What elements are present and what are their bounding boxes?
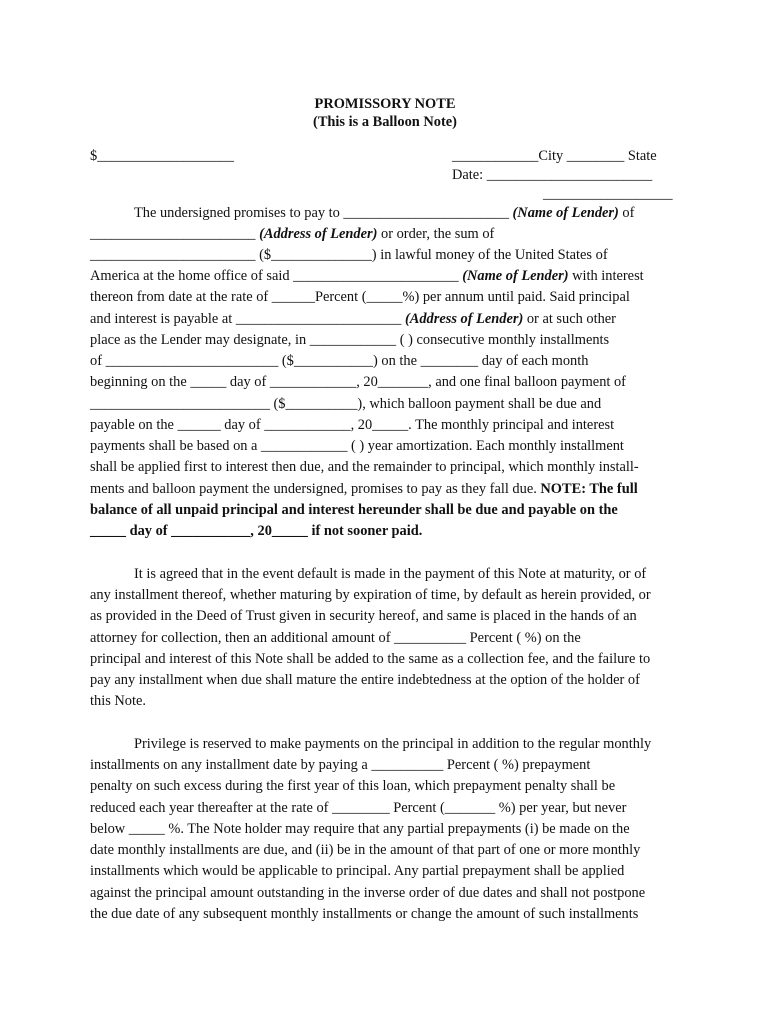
para3-line: date monthly installments are due, and (ii) be in the amount of that part of one or more monthly bbox=[90, 842, 641, 858]
para1-line: and interest is payable at _______________________ (Address of Lender) or at such other bbox=[90, 311, 616, 327]
para1-line: thereon from date at the rate of ______Percent (_____%) per annum until paid. Said principal bbox=[90, 289, 630, 305]
para3-line: reduced each year thereafter at the rate of ________ Percent (_______ %) per year, but never bbox=[90, 800, 627, 816]
para2-line: It is agreed that in the event default is made in the payment of this Note at maturity, or of bbox=[134, 566, 647, 582]
para3-line: against the principal amount outstanding in the inverse order of due dates and shall not postpone bbox=[90, 885, 646, 901]
city-state-field: ____________City ________ State bbox=[452, 148, 657, 164]
para1-line: The undersigned promises to pay to _______________________ (Name of Lender) of bbox=[134, 205, 635, 221]
para2-line: this Note. bbox=[90, 693, 146, 709]
amount-field: $___________________ bbox=[90, 148, 234, 164]
para3-line: installments on any installment date by paying a __________ Percent ( %) prepayment bbox=[90, 757, 591, 773]
date-extra-line: __________________ bbox=[543, 186, 673, 202]
para3-line: Privilege is reserved to make payments on the principal in addition to the regular monthly bbox=[134, 736, 652, 752]
para1-line: balance of all unpaid principal and interest hereunder shall be due and payable on the bbox=[90, 502, 618, 518]
para1-line: payments shall be based on a ____________ ( ) year amortization. Each monthly installment bbox=[90, 438, 624, 454]
document-title: PROMISSORY NOTE bbox=[314, 96, 456, 112]
para1-line: _______________________ ($______________) in lawful money of the United States of bbox=[90, 247, 608, 263]
para2-line: pay any installment when due shall mature the entire indebtedness at the option of the holder of bbox=[90, 672, 640, 688]
para1-line: _________________________ ($__________), which balloon payment shall be due and bbox=[90, 396, 602, 412]
para2-line: principal and interest of this Note shall be added to the same as a collection fee, and the failure to bbox=[90, 651, 651, 667]
para2-line: attorney for collection, then an additional amount of __________ Percent ( %) on the bbox=[90, 630, 581, 646]
para1-line: _____ day of ___________, 20_____ if not sooner paid. bbox=[90, 523, 423, 539]
para2-line: as provided in the Deed of Trust given in security hereof, and same is placed in the hands of an bbox=[90, 608, 637, 624]
para3-line: installments which would be applicable to principal. Any partial prepayment shall be applied bbox=[90, 863, 625, 879]
para1-line: shall be applied first to interest then due, and the remainder to principal, which monthly install- bbox=[90, 459, 639, 475]
para1-line: beginning on the _____ day of ____________, 20_______, and one final balloon payment of bbox=[90, 374, 626, 390]
para3-line: the due date of any subsequent monthly installments or change the amount of such installments bbox=[90, 906, 639, 922]
document-subtitle: (This is a Balloon Note) bbox=[313, 114, 457, 130]
para1-line: _______________________ (Address of Lender) or order, the sum of bbox=[90, 226, 495, 242]
date-field: Date: _______________________ bbox=[452, 167, 653, 183]
para3-line: below _____ %. The Note holder may require that any partial prepayments (i) be made on the bbox=[90, 821, 630, 837]
para1-line: payable on the ______ day of ____________, 20_____. The monthly principal and interest bbox=[90, 417, 615, 433]
para1-line: ments and balloon payment the undersigned, promises to pay as they fall due. NOTE: The full bbox=[90, 481, 638, 497]
para1-line: America at the home office of said _______________________ (Name of Lender) with interest bbox=[90, 268, 644, 284]
para1-line: place as the Lender may designate, in ____________ ( ) consecutive monthly installments bbox=[90, 332, 610, 348]
para2-line: any installment thereof, whether maturing by expiration of time, by default as herein provided, or bbox=[90, 587, 651, 603]
para1-line: of ________________________ ($___________) on the ________ day of each month bbox=[90, 353, 589, 369]
para3-line: penalty on such excess during the first year of this loan, which prepayment penalty shall be bbox=[90, 778, 616, 794]
